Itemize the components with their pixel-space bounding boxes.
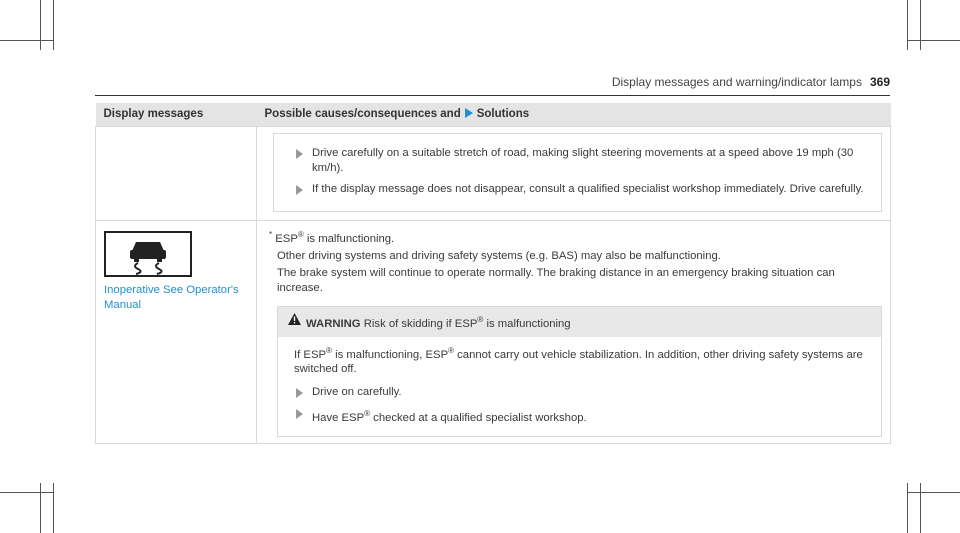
crop-mark	[0, 492, 53, 493]
step-text-a: Have ESP	[312, 412, 365, 425]
warning-text	[294, 343, 871, 378]
step-text-b: checked at a qualified specialist workshop.	[370, 412, 587, 425]
step-arrow-icon	[296, 388, 303, 398]
running-head-title: Display messages and warning/indicator lamps	[611, 75, 862, 89]
crop-mark	[907, 492, 960, 493]
display-messages-table	[95, 103, 891, 444]
row2-solution-cell	[257, 221, 891, 444]
col-header-causes-label: Possible causes/consequences and	[264, 108, 461, 120]
step-text: Drive on carefully.	[312, 386, 402, 399]
row1-solution-cell	[257, 127, 891, 221]
table-row	[96, 221, 891, 444]
arrow-right-icon	[465, 108, 473, 118]
crop-mark	[0, 40, 53, 41]
esp-label: ESP	[275, 232, 298, 245]
warning-label: WARNING	[306, 317, 361, 330]
warning-text-c: cannot carry out vehicle stabilization. In addition, other driving safety systems are switched off.	[294, 348, 863, 376]
registered-mark: ®	[297, 230, 304, 239]
list-item	[294, 385, 871, 400]
cause-text: is malfunctioning.	[303, 232, 395, 245]
row1-message-cell	[96, 127, 257, 221]
crop-mark	[907, 483, 908, 533]
col-header-causes	[257, 103, 891, 127]
warning-title-b: is malfunctioning	[483, 317, 571, 330]
crop-mark	[907, 40, 960, 41]
para-brake-system: The brake system will continue to operate normally. The braking distance in an emergency braking situation can increase.	[277, 266, 835, 294]
step-arrow-icon	[296, 185, 303, 195]
list-item	[294, 146, 871, 176]
crop-mark	[920, 483, 921, 533]
warning-triangle-icon	[288, 313, 301, 325]
step-arrow-icon	[296, 409, 303, 419]
crop-mark	[40, 0, 41, 50]
warning-header	[278, 307, 881, 337]
registered-mark: ®	[448, 345, 455, 355]
crop-mark	[53, 0, 54, 50]
esp-warning-icon	[104, 231, 192, 277]
warning-title-a: Risk of skidding if ESP	[363, 317, 478, 330]
crop-mark	[53, 483, 54, 533]
table-row	[96, 127, 891, 221]
header-rule	[95, 95, 890, 96]
step-text: If the display message does not disappear, consult a qualified specialist workshop immediately. Drive carefully.	[312, 183, 864, 195]
crop-mark	[907, 0, 908, 50]
row2-message-cell	[96, 221, 257, 444]
col-header-display-messages: Display messages	[96, 103, 257, 127]
registered-mark: ®	[364, 409, 371, 419]
col-header-solutions-label: Solutions	[476, 108, 530, 120]
registered-mark: ®	[477, 314, 484, 324]
crop-mark	[40, 483, 41, 533]
cause-line	[269, 227, 882, 247]
display-message-text: Inoperative See Operator's Manual	[104, 284, 239, 311]
warning-box	[277, 306, 882, 437]
asterisk: *	[269, 230, 273, 239]
list-item	[294, 182, 871, 197]
step-text: Drive carefully on a suitable stretch of road, making slight steering movements at a speed above 19 mph (30 km/h).	[312, 147, 854, 174]
warning-text-a: If ESP	[294, 348, 327, 361]
running-head	[612, 75, 890, 89]
page-number: 369	[869, 75, 890, 89]
warning-body	[278, 337, 881, 437]
list-item	[294, 406, 871, 426]
registered-mark: ®	[326, 345, 332, 355]
step-arrow-icon	[296, 149, 303, 159]
crop-mark	[920, 0, 921, 50]
row1-steps-box	[273, 133, 882, 212]
para-other-systems: Other driving systems and driving safety systems (e.g. BAS) may also be malfunctioning.	[277, 249, 721, 262]
warning-text-b: is malfunctioning, ESP	[331, 348, 449, 361]
table-header-row	[96, 103, 891, 127]
